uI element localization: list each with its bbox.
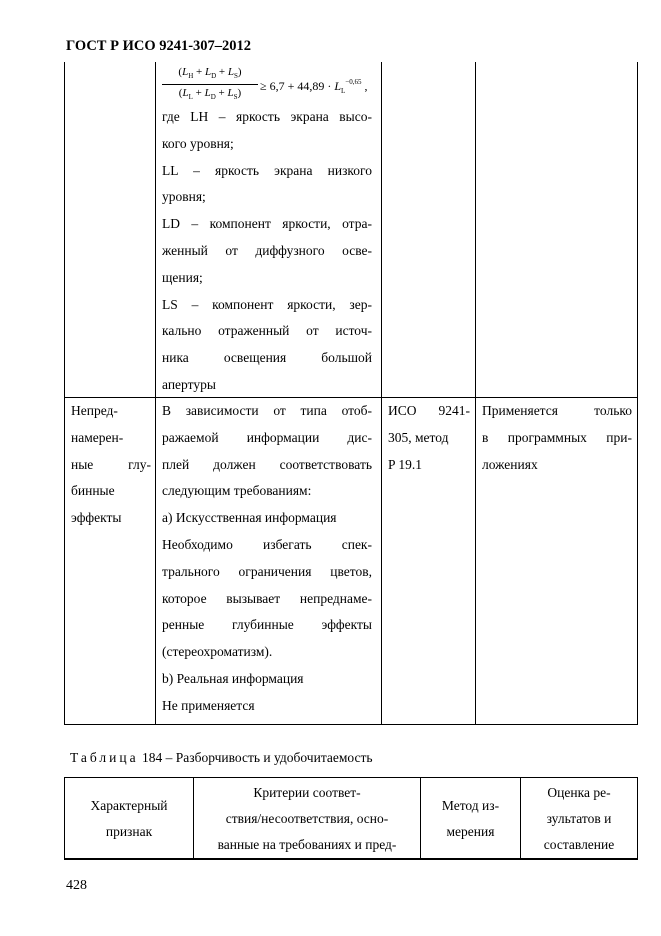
method-line: 305, метод (388, 429, 449, 445)
table-184-header (64, 777, 638, 860)
page-number: 428 (66, 878, 87, 893)
criteria-line: кально отраженный от источ- (162, 323, 372, 339)
criteria-line: ражаемой информации дис- (162, 429, 372, 445)
header-line: ствия/несоответствия, осно- (225, 811, 389, 826)
assessment-line: ложениях (482, 456, 538, 472)
feature-line: эффекты (71, 510, 122, 526)
header-line: ванные на требованиях и пред- (217, 837, 397, 852)
column-divider (475, 62, 476, 724)
feature-line: ные глу- (71, 456, 151, 472)
criteria-line: LS – компонент яркости, зер- (162, 296, 372, 312)
caption-text: 184 – Разборчивость и удобочитаемость (142, 750, 373, 765)
criteria-line: ренные глубинные эффекты (162, 617, 372, 633)
feature-line: намерен- (71, 429, 124, 445)
caption-prefix: Таблица (70, 750, 139, 765)
criteria-line: a) Искусственная информация (162, 510, 337, 526)
assessment-cell (482, 398, 632, 478)
criteria-line: плей должен соответствовать (162, 456, 372, 472)
header-line: признак (105, 824, 153, 839)
criteria-line: b) Реальная информация (162, 670, 304, 686)
assessment-line: в программных при- (482, 429, 632, 445)
header-feature (65, 778, 193, 860)
header-line: Метод из- (441, 798, 500, 813)
method-cell (388, 398, 470, 478)
column-divider (155, 62, 156, 724)
criteria-line: апертуры (162, 376, 216, 392)
criteria-line: В зависимости от типа отоб- (162, 403, 372, 418)
header-line: Характерный (90, 798, 168, 813)
document-header: ГОСТ Р ИСО 9241-307–2012 (66, 38, 252, 54)
column-divider (381, 62, 382, 724)
criteria-line: LD – компонент яркости, отра- (162, 216, 372, 232)
header-line: Оценка ре- (547, 785, 611, 800)
formula-numerator: $(L_H + L_D + L_S)$ (162, 66, 258, 85)
criteria-line: LL – яркость экрана низкого (162, 162, 372, 178)
header-line: мерения (446, 824, 495, 839)
criteria-line: где LH – яркость экрана высо- (162, 109, 372, 124)
header-line: составление (543, 837, 615, 852)
feature-cell (71, 398, 151, 532)
criteria-line: Не применяется (162, 697, 255, 713)
header-assessment (521, 778, 637, 860)
criteria-line: Необходимо избегать спек- (162, 536, 372, 552)
formula-rhs: ≥ $6,7 + 44,89 \cdot L_L^{-0,65}$ , (260, 78, 368, 95)
table-continuation (64, 62, 638, 725)
criteria-line: кого уровня; (162, 135, 234, 151)
criteria-line: женный от диффузного осве- (162, 242, 372, 258)
formula-fraction (162, 66, 258, 103)
method-line: ИСО 9241- (388, 403, 470, 418)
header-criteria (194, 778, 420, 860)
criteria-line: которое вызывает непреднаме- (162, 590, 372, 606)
header-line: зультатов и (546, 811, 612, 826)
criteria-line: щения; (162, 269, 203, 285)
table-caption (70, 750, 373, 766)
assessment-line: Применяется только (482, 403, 632, 418)
criteria-line: трального ограничения цветов, (162, 563, 372, 579)
criteria-cell-row1 (162, 104, 372, 399)
header-line: Критерии соответ- (253, 785, 361, 800)
criteria-cell-row2 (162, 398, 372, 720)
criteria-line: уровня; (162, 189, 206, 205)
header-method (421, 778, 520, 860)
criteria-line: (стереохроматизм). (162, 644, 273, 660)
feature-line: Непред- (71, 403, 118, 418)
criteria-line: следующим требованиям: (162, 483, 312, 499)
criteria-line: ника освещения большой (162, 350, 372, 366)
feature-line: бинные (71, 483, 115, 499)
formula-denominator: $(L_L + L_D + L_S)$ (178, 87, 242, 101)
method-line: P 19.1 (388, 456, 423, 472)
